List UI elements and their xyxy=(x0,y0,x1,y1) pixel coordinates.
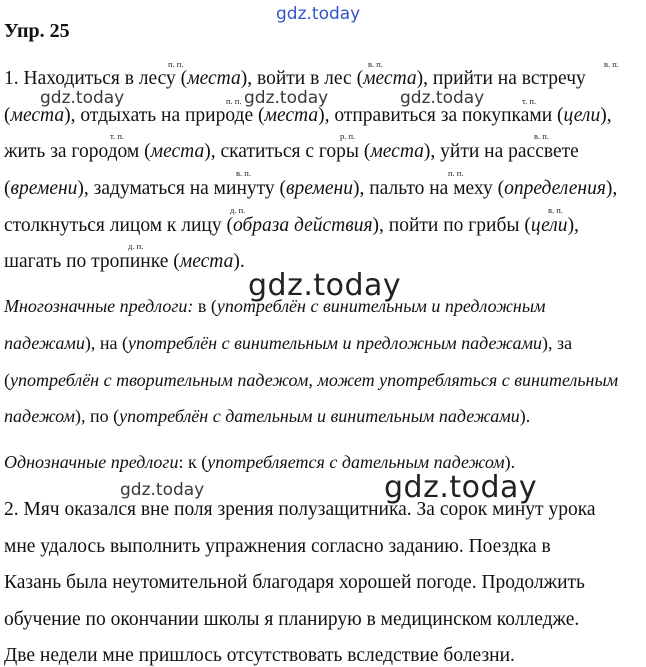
exercise-title: Упр. 25 xyxy=(4,20,70,42)
part2-line: Две недели мне пришлось отсутствовать вследствие болезни. xyxy=(4,645,515,666)
case-mark: т. п. xyxy=(110,131,124,141)
multi-prepositions-line: Многозначные предлоги: в (употреблён с винительным и предложным xyxy=(4,296,546,316)
watermark-large: gdz.today xyxy=(248,268,402,303)
part1-line: (места), отдыхать на природе (места), отправиться за покупками (цели), xyxy=(4,105,612,126)
part1-line: шагать по тропинке (места). xyxy=(4,251,245,272)
watermark: gdz.today xyxy=(244,88,329,108)
watermark-large: gdz.today xyxy=(384,470,538,505)
part1-line: 1. Находиться в лесу (места), войти в лес (места), прийти на встречу xyxy=(4,68,586,89)
case-mark: р. п. xyxy=(340,131,356,141)
part2-line: Казань была неутомительной благодаря хорошей погоде. Продолжить xyxy=(4,572,585,593)
single-prepositions-line: Однозначные предлоги: к (употребляется с дательным падежом). xyxy=(4,452,516,472)
case-mark: т. п. xyxy=(522,96,536,106)
part2-line: мне удалось выполнить упражнения согласно заданию. Поездка в xyxy=(4,536,551,557)
case-mark: в. п. xyxy=(534,131,549,141)
part1-line: жить за городом (места), скатиться с горы (места), уйти на рассвете xyxy=(4,141,579,162)
multi-prepositions-line: (употреблён с творительным падежом, может употребляться с винительным xyxy=(4,370,619,390)
part1-line: столкнуться лицом к лицу (образа действия), пойти по грибы (цели), xyxy=(4,215,579,236)
case-mark: д. п. xyxy=(230,205,246,215)
part2-line: обучение по окончании школы я планирую в медицинском колледже. xyxy=(4,609,580,630)
watermark: gdz.today xyxy=(400,88,485,108)
case-mark: п. п. xyxy=(226,96,242,106)
part2-line: 2. Мяч оказался вне поля зрения полузащитника. За сорок минут урока xyxy=(4,499,596,520)
case-mark: в. п. xyxy=(368,59,383,69)
multi-prepositions-line: падежами), на (употреблён с винительным и предложным падежами), за xyxy=(4,333,573,353)
multi-prepositions-line: падежом), по (употреблён с дательным и винительным падежами). xyxy=(4,406,531,426)
watermark: gdz.today xyxy=(40,88,125,108)
case-mark: в. п. xyxy=(548,205,563,215)
case-mark: в. п. xyxy=(236,168,251,178)
case-mark: п. п. xyxy=(168,59,184,69)
case-mark: д. п. xyxy=(128,241,144,251)
watermark-top: gdz.today xyxy=(276,4,361,24)
watermark: gdz.today xyxy=(120,480,205,500)
case-mark: в. п. xyxy=(604,59,619,69)
case-mark: п. п. xyxy=(448,168,464,178)
part1-line: (времени), задуматься на минуту (времени), пальто на меху (определения), xyxy=(4,178,618,199)
